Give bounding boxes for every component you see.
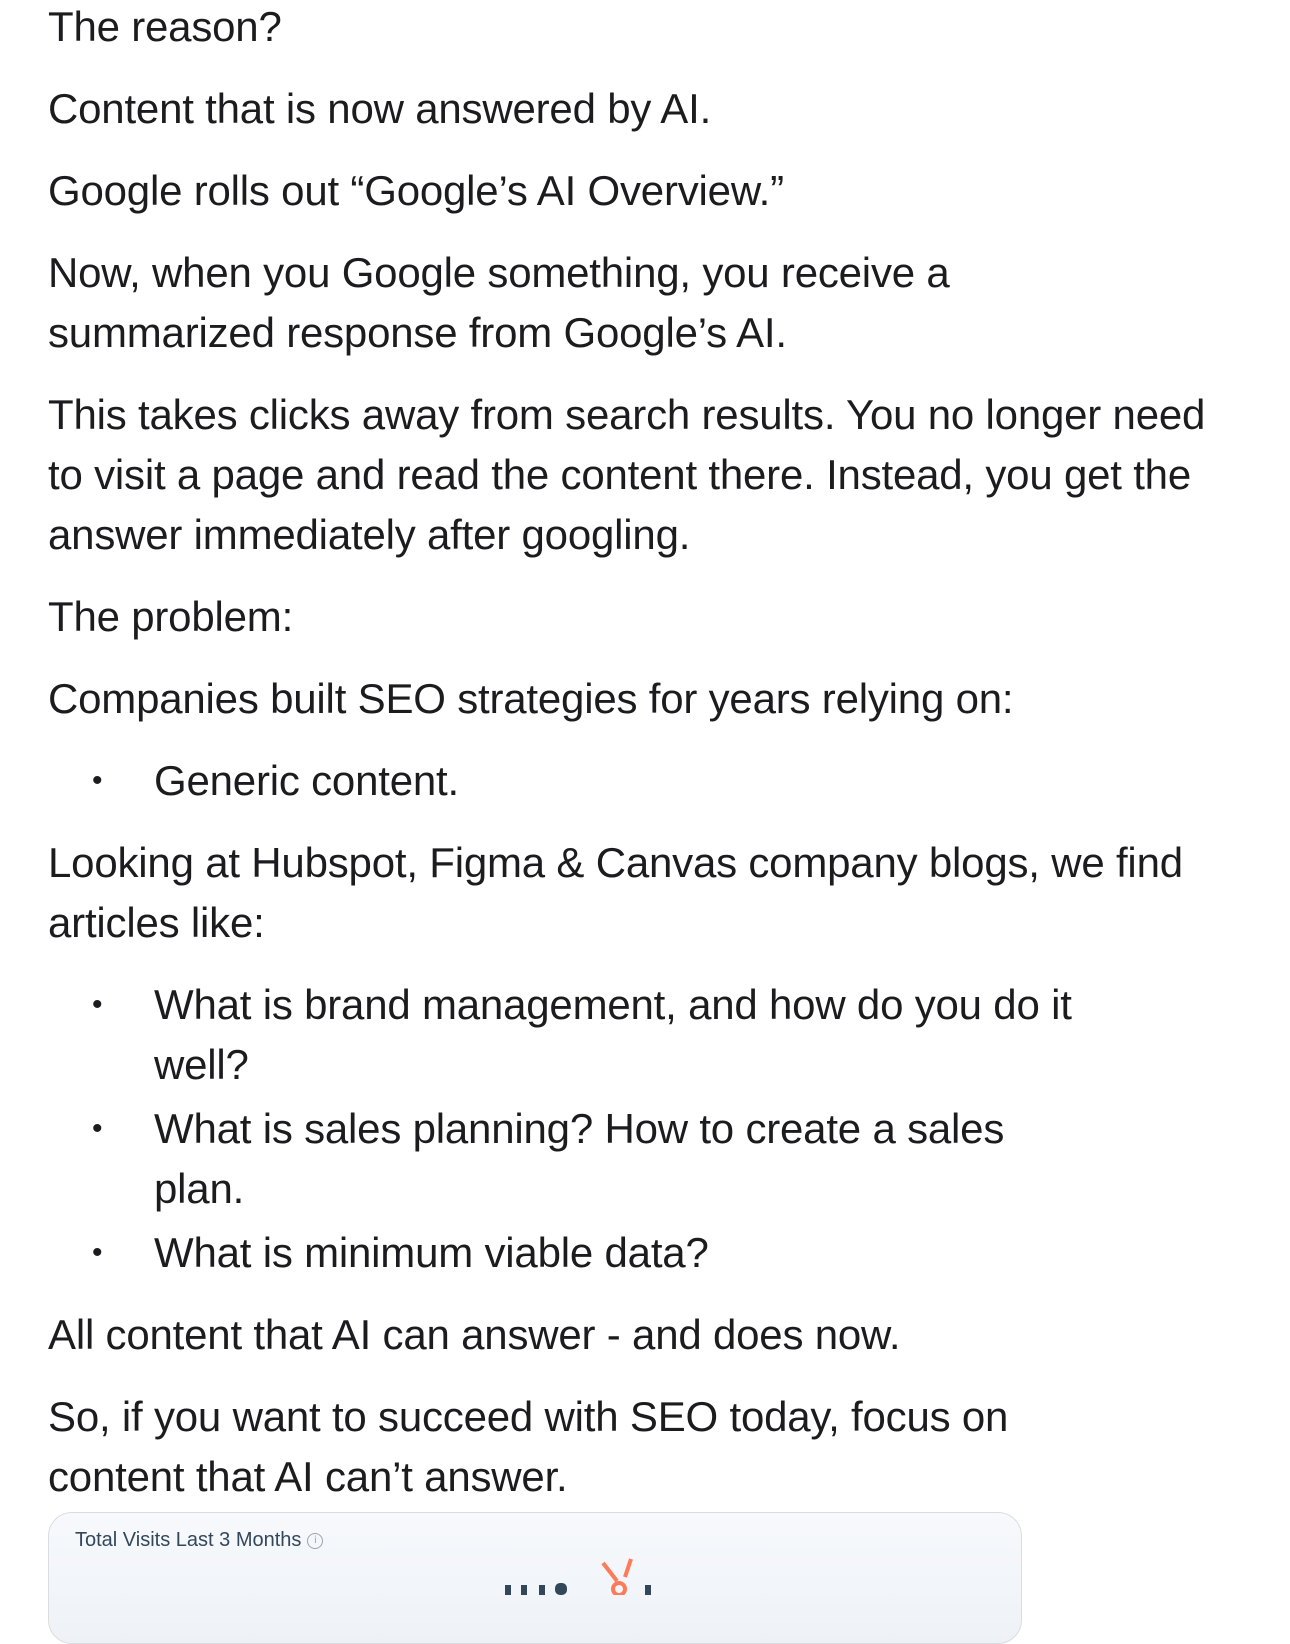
card-title-text: Total Visits Last 3 Months: [75, 1529, 302, 1551]
post-body: [48, 0, 1238, 1529]
paragraph-seo-strategies: Companies built SEO strategies for years relying on:: [48, 675, 1014, 722]
list-item: [48, 1099, 1014, 1219]
paragraph-clicks-away: This takes clicks away from search results. You no longer need to visit a page and read the content there. Instead, you get the answer immediately after googling.: [48, 391, 1206, 558]
list-generic: [48, 751, 1238, 811]
bullet: •: [92, 988, 103, 1021]
list-item-text: What is sales planning? How to create a sales plan.: [154, 1105, 1005, 1212]
paragraph-summarized-response: Now, when you Google something, you receive a summarized response from Google’s AI.: [48, 249, 950, 356]
bullet: •: [92, 1112, 103, 1145]
bullet: •: [92, 1236, 103, 1269]
paragraph-succeed-with-seo: So, if you want to succeed with SEO today, focus on content that AI can’t answer.: [48, 1393, 1009, 1500]
info-icon[interactable]: i: [307, 1533, 323, 1549]
list-item: [48, 751, 1164, 811]
card-title: [75, 1529, 323, 1552]
list-item: [48, 975, 1164, 1095]
paragraph-company-blogs: Looking at Hubspot, Figma & Canvas company blogs, we find articles like:: [48, 839, 1183, 946]
paragraph-problem: The problem:: [48, 593, 294, 640]
traffic-stats-card[interactable]: [48, 1512, 1022, 1644]
paragraph-answered-by-ai: Content that is now answered by AI.: [48, 85, 712, 132]
paragraph-reason: The reason?: [48, 3, 282, 50]
list-articles: [48, 975, 1238, 1283]
paragraph-ai-overview: Google rolls out “Google’s AI Overview.”: [48, 167, 784, 214]
bullet: •: [92, 764, 103, 797]
paragraph-ai-can-answer: All content that AI can answer - and does now.: [48, 1311, 901, 1358]
hubspot-logo-partial: [505, 1583, 567, 1595]
list-item-text: What is minimum viable data?: [154, 1229, 709, 1276]
hubspot-logo-icon: [499, 1555, 669, 1595]
list-item: [48, 1223, 1164, 1283]
hubspot-sprocket: [603, 1559, 631, 1595]
list-item-text: Generic content.: [154, 757, 459, 804]
list-item-text: What is brand management, and how do you do it well?: [154, 981, 1072, 1088]
